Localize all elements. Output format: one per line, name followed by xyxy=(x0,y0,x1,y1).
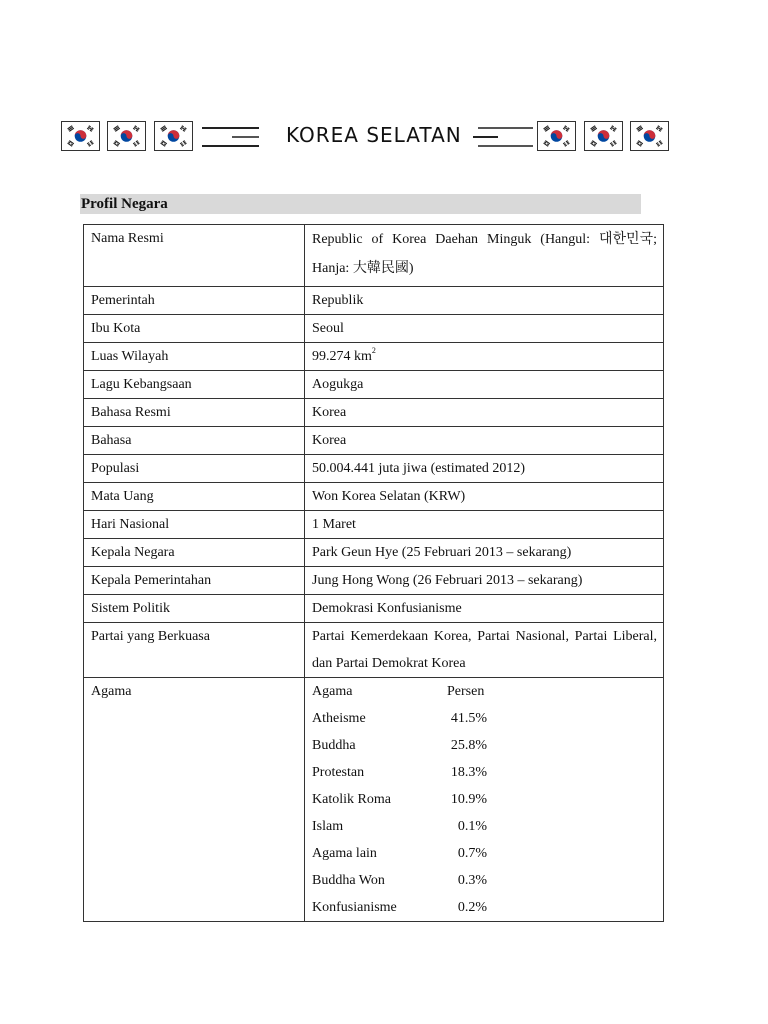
row-label: Nama Resmi xyxy=(84,225,305,287)
religion-row: Konfusianisme 0.2% xyxy=(312,900,487,915)
row-label: Luas Wilayah xyxy=(84,343,305,371)
religion-cell xyxy=(305,678,664,922)
row-value: 50.004.441 juta jiwa (estimated 2012) xyxy=(305,455,664,483)
section-title: Profil Negara xyxy=(81,196,168,212)
table-row xyxy=(84,678,664,922)
row-label: Bahasa xyxy=(84,427,305,455)
table-row xyxy=(84,539,664,567)
religion-header-pct: Persen xyxy=(447,684,485,699)
table-row xyxy=(84,371,664,399)
table-row xyxy=(84,427,664,455)
religion-row: Buddha Won 0.3% xyxy=(312,873,487,888)
table-row xyxy=(84,483,664,511)
row-value: Korea xyxy=(305,427,664,455)
row-label: Kepala Pemerintahan xyxy=(84,567,305,595)
row-label: Ibu Kota xyxy=(84,315,305,343)
religion-table xyxy=(312,678,657,921)
row-label: Lagu Kebangsaan xyxy=(84,371,305,399)
row-value: Republik xyxy=(305,287,664,315)
row-value: Won Korea Selatan (KRW) xyxy=(305,483,664,511)
religion-row: Agama lain 0.7% xyxy=(312,846,487,861)
religion-row: Atheisme 41.5% xyxy=(312,711,487,726)
row-label: Partai yang Berkuasa xyxy=(84,623,305,678)
south-korea-flag-icon xyxy=(154,121,193,151)
religion-header-name: Agama xyxy=(312,684,353,699)
south-korea-flag-icon xyxy=(61,121,100,151)
page-title: KOREA SELATAN xyxy=(286,123,462,147)
table-row xyxy=(84,567,664,595)
decorative-lines-left xyxy=(202,121,262,151)
table-row xyxy=(84,511,664,539)
religion-row: Katolik Roma 10.9% xyxy=(312,792,487,807)
south-korea-flag-icon xyxy=(584,121,623,151)
religion-row: Protestan 18.3% xyxy=(312,765,487,780)
south-korea-flag-icon xyxy=(107,121,146,151)
row-value: Park Geun Hye (25 Februari 2013 – sekarang) xyxy=(305,539,664,567)
south-korea-flag-icon xyxy=(537,121,576,151)
row-value: Republic of Korea Daehan Minguk (Hangul: 대한민국; Hanja: 大韓民國) xyxy=(305,225,664,287)
row-label: Mata Uang xyxy=(84,483,305,511)
row-label: Hari Nasional xyxy=(84,511,305,539)
decorative-lines-right xyxy=(468,121,538,151)
row-label: Populasi xyxy=(84,455,305,483)
title-banner xyxy=(0,118,768,158)
south-korea-flag-icon xyxy=(630,121,669,151)
table-row xyxy=(84,399,664,427)
row-value: Demokrasi Konfusianisme xyxy=(305,595,664,623)
religion-row: Islam 0.1% xyxy=(312,819,487,834)
table-row xyxy=(84,315,664,343)
row-value: Seoul xyxy=(305,315,664,343)
row-value: Aogukga xyxy=(305,371,664,399)
table-row xyxy=(84,623,664,678)
row-value: Partai Kemerdekaan Korea, Partai Nasional, Partai Liberal, dan Partai Demokrat Korea xyxy=(305,623,664,678)
row-label: Pemerintah xyxy=(84,287,305,315)
table-row xyxy=(84,287,664,315)
row-value: 1 Maret xyxy=(305,511,664,539)
table-row xyxy=(84,343,664,371)
row-label: Agama xyxy=(84,678,305,922)
row-label: Bahasa Resmi xyxy=(84,399,305,427)
table-row xyxy=(84,455,664,483)
table-row xyxy=(84,595,664,623)
religion-header-row xyxy=(312,678,657,705)
country-profile-table xyxy=(83,224,664,922)
table-row xyxy=(84,225,664,287)
row-label: Kepala Negara xyxy=(84,539,305,567)
row-label: Sistem Politik xyxy=(84,595,305,623)
section-header xyxy=(80,194,641,214)
row-value: Jung Hong Wong (26 Februari 2013 – sekarang) xyxy=(305,567,664,595)
row-value: Korea xyxy=(305,399,664,427)
religion-row: Buddha 25.8% xyxy=(312,738,487,753)
row-value: 99.274 $km^2$ xyxy=(305,343,664,371)
